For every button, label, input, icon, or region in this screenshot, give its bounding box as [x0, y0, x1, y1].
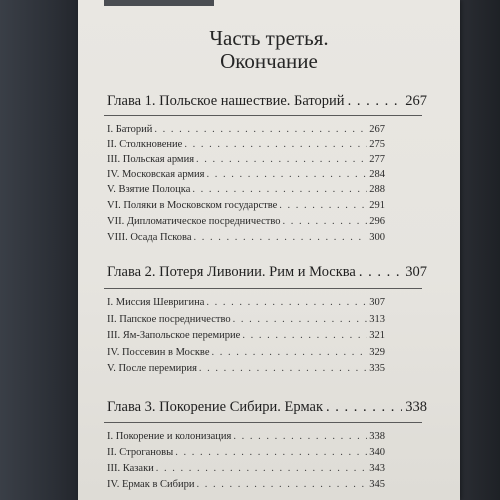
- entry-title: VIII. Осада Пскова: [107, 232, 192, 243]
- dot-leader: [175, 446, 367, 460]
- entry-title: I. Покорение и колонизация: [107, 431, 232, 442]
- part-title: Часть третья.: [209, 26, 329, 50]
- toc-entry: [107, 462, 385, 476]
- chapter-rule: [104, 422, 422, 423]
- dot-leader: [156, 462, 367, 476]
- dot-leader: [192, 183, 367, 197]
- entry-page: 277: [369, 154, 385, 165]
- entry-title: II. Столкновение: [107, 139, 183, 150]
- entry-page: 345: [369, 479, 385, 490]
- toc-entry: [107, 215, 385, 229]
- dot-leader: [242, 329, 367, 343]
- entry-title: III. Ям-Запольское перемирие: [107, 330, 241, 341]
- entry-title: II. Папское посредничество: [107, 314, 231, 325]
- dot-leader: [359, 264, 402, 281]
- entry-title: III. Польская армия: [107, 154, 195, 165]
- dot-leader: [212, 346, 368, 360]
- book-page: [78, 0, 460, 500]
- top-edge-tab: [104, 0, 214, 6]
- dot-leader: [348, 93, 403, 110]
- dot-leader: [184, 138, 367, 152]
- dot-leader: [279, 199, 367, 213]
- entry-title: II. Строгановы: [107, 447, 174, 458]
- entry-title: IV. Московская армия: [107, 169, 205, 180]
- chapter-heading: [107, 264, 427, 284]
- chapter-title: Глава 3. Покорение Сибири. Ермак: [107, 399, 323, 415]
- toc-entry: [107, 478, 385, 492]
- entry-title: III. Казаки: [107, 463, 154, 474]
- dot-leader: [199, 362, 367, 376]
- toc-entry: [107, 430, 385, 444]
- toc-entry: [107, 153, 385, 167]
- dot-leader: [326, 399, 402, 416]
- chapter-heading: [107, 93, 427, 113]
- entry-title: V. После перемирия: [107, 363, 197, 374]
- background-right: [460, 0, 500, 500]
- chapter-page: 267: [405, 93, 427, 109]
- dot-leader: [196, 153, 367, 167]
- toc-entry: [107, 329, 385, 343]
- entry-page: 307: [369, 297, 385, 308]
- entry-page: 340: [369, 447, 385, 458]
- entry-page: 296: [369, 216, 385, 227]
- dot-leader: [196, 478, 367, 492]
- toc-entry: [107, 362, 385, 376]
- chapter-page: 338: [405, 399, 427, 415]
- toc-entry: [107, 168, 385, 182]
- toc-entry: [107, 231, 385, 245]
- chapter-title: Глава 2. Потеря Ливонии. Рим и Москва: [107, 264, 356, 280]
- entry-page: 300: [369, 232, 385, 243]
- toc-entry: [107, 138, 385, 152]
- toc-entry: [107, 183, 385, 197]
- dot-leader: [233, 430, 367, 444]
- entry-page: 321: [369, 330, 385, 341]
- entry-page: 275: [369, 139, 385, 150]
- entry-title: VI. Поляки в Московском государстве: [107, 200, 278, 211]
- entry-page: 338: [369, 431, 385, 442]
- entry-page: 335: [369, 363, 385, 374]
- dot-leader: [206, 296, 367, 310]
- chapter-page: 307: [405, 264, 427, 280]
- dot-leader: [194, 231, 368, 245]
- toc-entry: [107, 296, 385, 310]
- part-subtitle: Окончание: [220, 49, 318, 73]
- toc-entry: [107, 199, 385, 213]
- entry-title: I. Баторий: [107, 124, 153, 135]
- entry-title: VII. Дипломатическое посредничество: [107, 216, 281, 227]
- entry-page: 329: [369, 347, 385, 358]
- entry-title: IV. Ермак в Сибири: [107, 479, 195, 490]
- entry-page: 343: [369, 463, 385, 474]
- chapter-rule: [104, 115, 422, 116]
- toc-entry: [107, 346, 385, 360]
- entry-page: 313: [369, 314, 385, 325]
- dot-leader: [154, 123, 367, 137]
- entry-page: 267: [369, 124, 385, 135]
- entry-page: 291: [369, 200, 385, 211]
- chapter-rule: [104, 288, 422, 289]
- chapter-heading: [107, 399, 427, 419]
- entry-title: IV. Поссевин в Москве: [107, 347, 210, 358]
- dot-leader: [283, 215, 368, 229]
- toc-entry: [107, 313, 385, 327]
- entry-page: 284: [369, 169, 385, 180]
- toc-entry: [107, 446, 385, 460]
- entry-title: I. Миссия Шевригина: [107, 297, 205, 308]
- dot-leader: [233, 313, 368, 327]
- entry-page: 288: [369, 184, 385, 195]
- background-table: [0, 0, 78, 500]
- entry-title: V. Взятие Полоцка: [107, 184, 191, 195]
- toc-entry: [107, 123, 385, 137]
- chapter-title: Глава 1. Польское нашествие. Баторий: [107, 93, 345, 109]
- dot-leader: [207, 168, 368, 182]
